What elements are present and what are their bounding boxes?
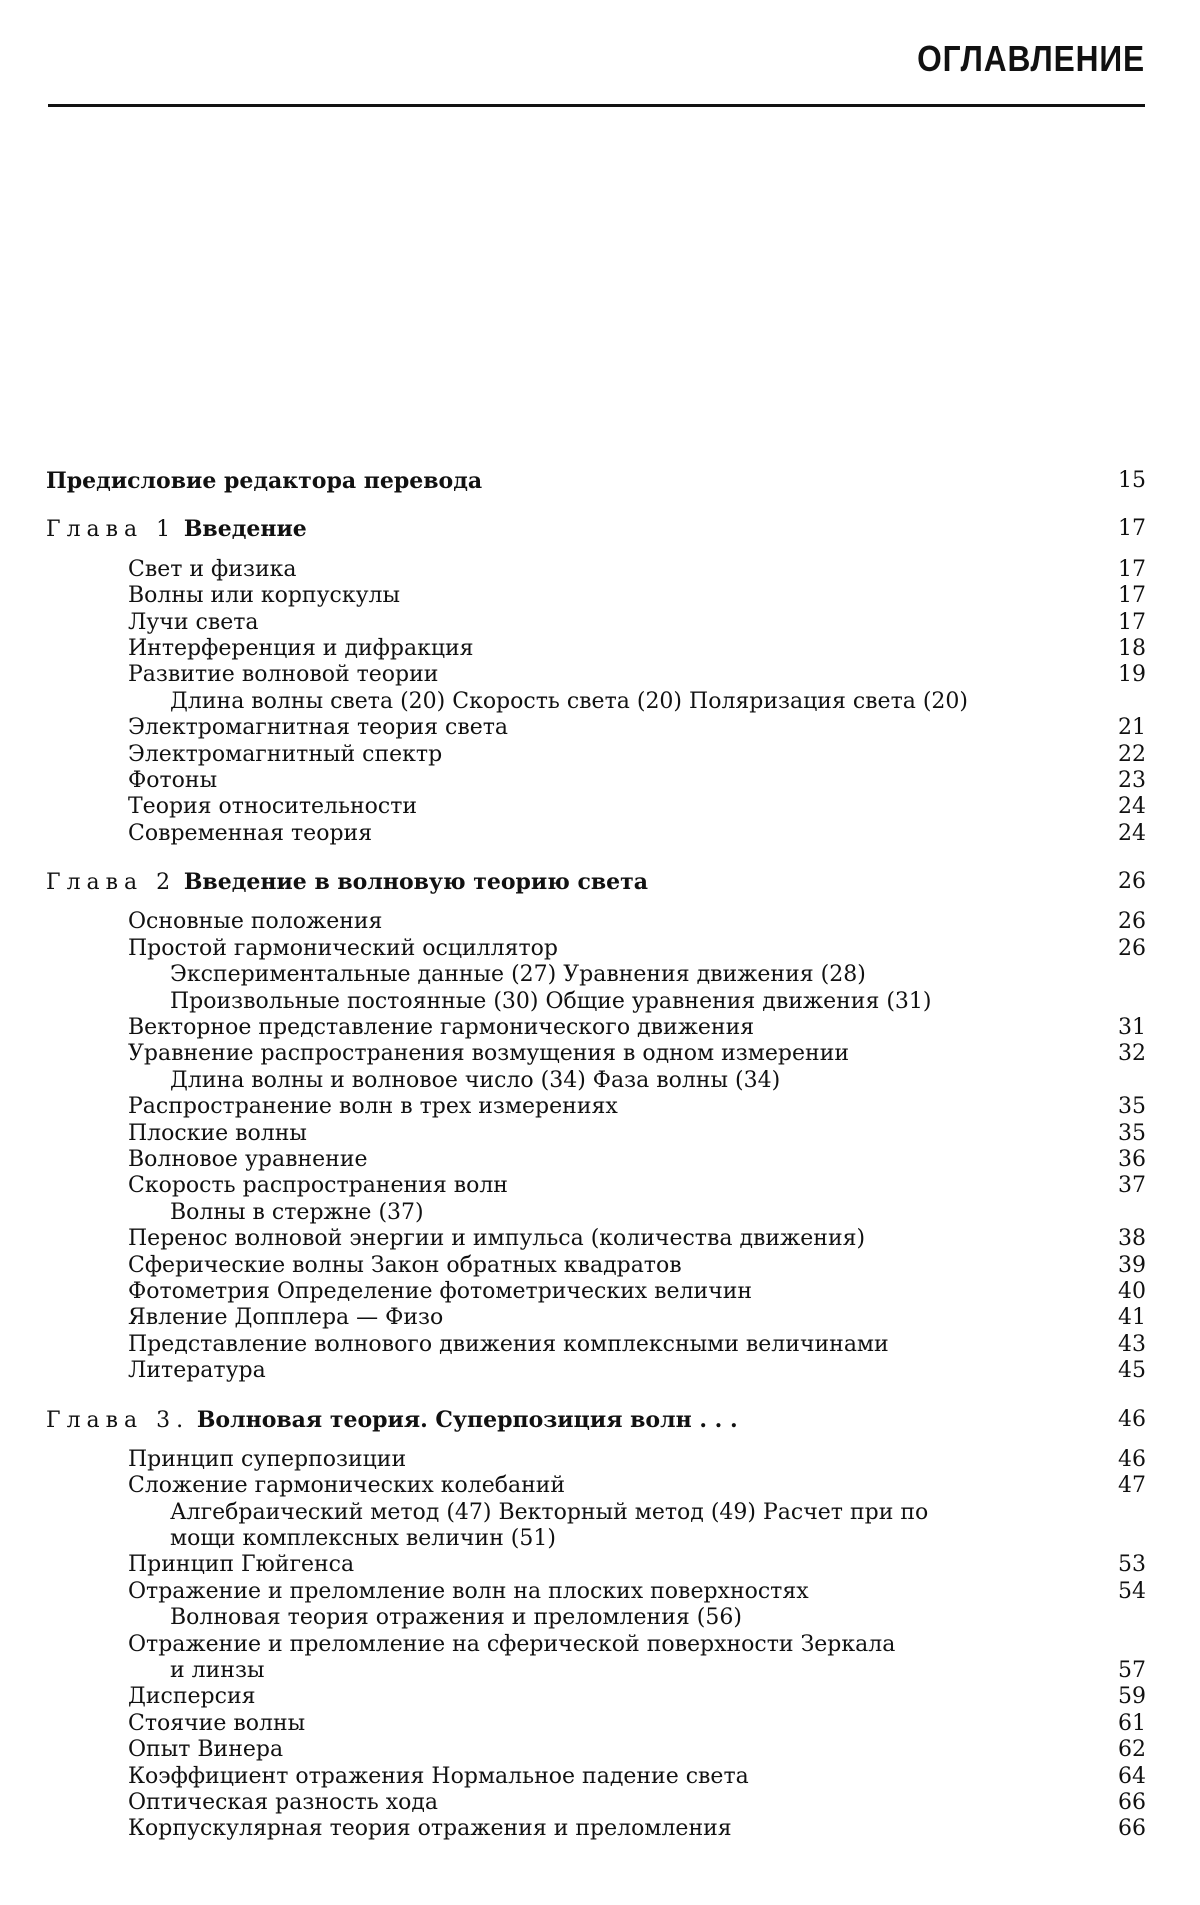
toc-subentry — [46, 689, 1146, 715]
toc-subentry — [46, 1068, 1146, 1094]
toc-page-number: 19 — [1118, 662, 1146, 688]
toc-entry-text: Литература — [128, 1358, 266, 1384]
toc-entry — [46, 1121, 1146, 1147]
toc-entry-text: Сферические волны Закон обратных квадратов — [128, 1252, 682, 1278]
toc-page-number: 35 — [1118, 1120, 1146, 1146]
toc-entry-text: Корпускулярная теория отражения и преломления — [128, 1816, 732, 1842]
toc-entry-text: Распространение волн в трех измерениях — [128, 1094, 618, 1120]
toc-page-number: 24 — [1118, 820, 1146, 846]
toc-entry — [46, 936, 1146, 962]
toc-entry-text: Свет и физика — [128, 556, 297, 582]
toc-entry — [46, 557, 1146, 583]
toc-page-number: 46 — [1118, 1406, 1146, 1432]
toc-entry-text: Основные положения — [128, 909, 383, 935]
toc-page-number: 39 — [1118, 1252, 1146, 1278]
toc-entry-text: Принцип Гюйгенса — [128, 1552, 355, 1578]
toc-entry-text: Отражение и преломление на сферической поверхности Зеркала — [128, 1631, 896, 1657]
chapter-heading-text — [46, 516, 307, 543]
toc-entry-text: Произвольные постоянные (30) Общие уравнения движения (31) — [170, 988, 932, 1014]
toc-entry-text: Теория относительности — [128, 794, 418, 820]
toc-page-number: 26 — [1118, 869, 1146, 895]
chapter-heading-text — [46, 869, 648, 896]
toc-entry-text: мощи комплексных величин (51) — [170, 1526, 556, 1552]
toc-entry — [46, 1737, 1146, 1763]
toc-entry-text: Явление Допплера — Физо — [128, 1305, 444, 1331]
toc-entry-text: Векторное представление гармонического движения — [128, 1015, 755, 1041]
toc-entry — [46, 1358, 1146, 1384]
toc-entry — [46, 1305, 1146, 1331]
toc-entry — [46, 1790, 1146, 1816]
page-title: ОГЛАВЛЕНИЕ — [917, 38, 1145, 79]
toc-page-number: 66 — [1118, 1789, 1146, 1815]
toc-entry-text: Электромагнитная теория света — [128, 715, 509, 741]
toc-entry — [46, 1226, 1146, 1252]
toc-page-number: 17 — [1118, 556, 1146, 582]
toc-entry-text: Развитие волновой теории — [128, 662, 439, 688]
toc-entry — [46, 1094, 1146, 1120]
toc-entry-text: Электромагнитный спектр — [128, 741, 443, 767]
toc-page-number: 17 — [1118, 609, 1146, 635]
toc-entry — [46, 1473, 1146, 1499]
toc-page-number: 26 — [1118, 935, 1146, 961]
toc-page-number: 46 — [1118, 1446, 1146, 1472]
toc-page-number: 35 — [1118, 1094, 1146, 1120]
toc-entry-text: Отражение и преломление волн на плоских поверхностях — [128, 1578, 809, 1604]
toc-entry-text: Волновое уравнение — [128, 1146, 368, 1172]
toc-entry-text: Фотоны — [128, 767, 218, 793]
toc-page-number: 38 — [1118, 1226, 1146, 1252]
toc-entry-text: Принцип суперпозиции — [128, 1446, 407, 1472]
toc-preface — [46, 468, 1146, 494]
toc-page-number: 37 — [1118, 1173, 1146, 1199]
toc-entry — [46, 1632, 1146, 1658]
toc-entry — [46, 636, 1146, 662]
toc-entry — [46, 1447, 1146, 1473]
toc-entry — [46, 1816, 1146, 1842]
toc-entry-text: Длина волны и волновое число (34) Фаза волны (34) — [170, 1067, 781, 1093]
toc-page-number: 26 — [1118, 909, 1146, 935]
toc-entry — [46, 768, 1146, 794]
toc-entry-text: Плоские волны — [128, 1120, 307, 1146]
title-rule — [48, 104, 1145, 107]
toc-subentry — [46, 1658, 1146, 1684]
toc-entry — [46, 1552, 1146, 1578]
toc-entry-text: Представление волнового движения комплексными величинами — [128, 1331, 889, 1357]
table-of-contents — [46, 468, 1146, 1843]
toc-entry — [46, 821, 1146, 847]
toc-subentry — [46, 962, 1146, 988]
toc-entry — [46, 1173, 1146, 1199]
toc-page-number: 57 — [1118, 1658, 1146, 1684]
toc-page-number: 61 — [1118, 1710, 1146, 1736]
toc-page-number: 36 — [1118, 1146, 1146, 1172]
chapter-title: Введение в волновую теорию света — [183, 869, 649, 896]
toc-page-number: 24 — [1118, 794, 1146, 820]
toc-entry-text: Алгебраический метод (47) Векторный метод (49) Расчет при по — [170, 1499, 929, 1525]
toc-entry-text: и линзы — [170, 1658, 265, 1684]
toc-entry-text: Экспериментальные данные (27) Уравнения движения (28) — [170, 962, 866, 988]
toc-entry — [46, 1279, 1146, 1305]
toc-entry-text: Интерференция и дифракция — [128, 635, 474, 661]
toc-chapter-heading — [46, 869, 1146, 895]
toc-entry — [46, 794, 1146, 820]
toc-page-number: 40 — [1118, 1278, 1146, 1304]
chapter-label: Глава 2 — [46, 870, 177, 896]
chapter-title: Введение — [183, 516, 307, 543]
toc-page-number: 32 — [1118, 1041, 1146, 1067]
toc-entry-text: Дисперсия — [128, 1684, 256, 1710]
toc-entry — [46, 1579, 1146, 1605]
toc-entry — [46, 1147, 1146, 1173]
toc-entry — [46, 1332, 1146, 1358]
toc-entry — [46, 1253, 1146, 1279]
toc-entry-text: Сложение гармонических колебаний — [128, 1473, 566, 1499]
toc-entry — [46, 1041, 1146, 1067]
chapter-label: Глава 1 — [46, 517, 177, 543]
toc-entry — [46, 662, 1146, 688]
toc-entry-text: Волны или корпускулы — [128, 583, 401, 609]
toc-chapter-heading — [46, 516, 1146, 542]
toc-entry-text: Уравнение распространения возмущения в одном измерении — [128, 1041, 850, 1067]
toc-subentry — [46, 989, 1146, 1015]
toc-page-number: 53 — [1118, 1552, 1146, 1578]
toc-page-number: 41 — [1118, 1305, 1146, 1331]
toc-entry-text: Скорость распространения волн — [128, 1173, 508, 1199]
toc-entry-text: Перенос волновой энергии и импульса (количества движения) — [128, 1226, 866, 1252]
toc-entry-text: Волны в стержне (37) — [170, 1199, 424, 1225]
toc-entry — [46, 1684, 1146, 1710]
toc-page-number: 54 — [1118, 1578, 1146, 1604]
toc-entry — [46, 583, 1146, 609]
toc-page-number: 45 — [1118, 1358, 1146, 1384]
toc-entry-text: Фотометрия Определение фотометрических величин — [128, 1278, 753, 1304]
toc-page-number: 17 — [1118, 583, 1146, 609]
toc-entry-text: Коэффициент отражения Нормальное падение света — [128, 1763, 749, 1789]
toc-subentry — [46, 1526, 1146, 1552]
toc-page-number: 59 — [1118, 1684, 1146, 1710]
toc-page-number: 64 — [1118, 1763, 1146, 1789]
toc-entry-text: Опыт Винера — [128, 1737, 284, 1763]
toc-entry — [46, 1015, 1146, 1041]
toc-entry-text: Длина волны света (20) Скорость света (20) Поляризация света (20) — [170, 688, 969, 714]
toc-entry-text: Лучи света — [128, 609, 259, 635]
toc-page-number: 15 — [1118, 468, 1146, 493]
toc-page-number: 22 — [1118, 741, 1146, 767]
toc-entry-text: Оптическая разность хода — [128, 1789, 439, 1815]
toc-page-number: 23 — [1118, 767, 1146, 793]
toc-entry — [46, 742, 1146, 768]
chapter-heading-text — [46, 1407, 738, 1434]
chapter-label: Глава 3. — [46, 1407, 190, 1433]
toc-entry — [46, 1711, 1146, 1737]
toc-page-number: 21 — [1118, 715, 1146, 741]
toc-entry-text: Стоячие волны — [128, 1710, 306, 1736]
toc-page-number: 66 — [1118, 1816, 1146, 1842]
toc-entry-text: Современная теория — [128, 820, 373, 846]
toc-page-number: 31 — [1118, 1015, 1146, 1041]
toc-subentry — [46, 1500, 1146, 1526]
toc-entry-text: Простой гармонический осциллятор — [128, 935, 558, 961]
toc-entry — [46, 909, 1146, 935]
chapter-title: Волновая теория. Суперпозиция волн . . . — [196, 1406, 738, 1433]
toc-entry — [46, 610, 1146, 636]
toc-entry-text: Волновая теория отражения и преломления (56) — [170, 1605, 742, 1631]
toc-page-number: 62 — [1118, 1737, 1146, 1763]
toc-entry-text: Предисловие редактора перевода — [46, 468, 483, 494]
toc-page-number: 18 — [1118, 635, 1146, 661]
toc-entry — [46, 715, 1146, 741]
toc-subentry — [46, 1605, 1146, 1631]
toc-page-number: 47 — [1118, 1473, 1146, 1499]
toc-entry — [46, 1764, 1146, 1790]
toc-page-number: 17 — [1118, 516, 1146, 542]
toc-page-number: 43 — [1118, 1331, 1146, 1357]
toc-subentry — [46, 1200, 1146, 1226]
toc-chapter-heading — [46, 1407, 1146, 1433]
